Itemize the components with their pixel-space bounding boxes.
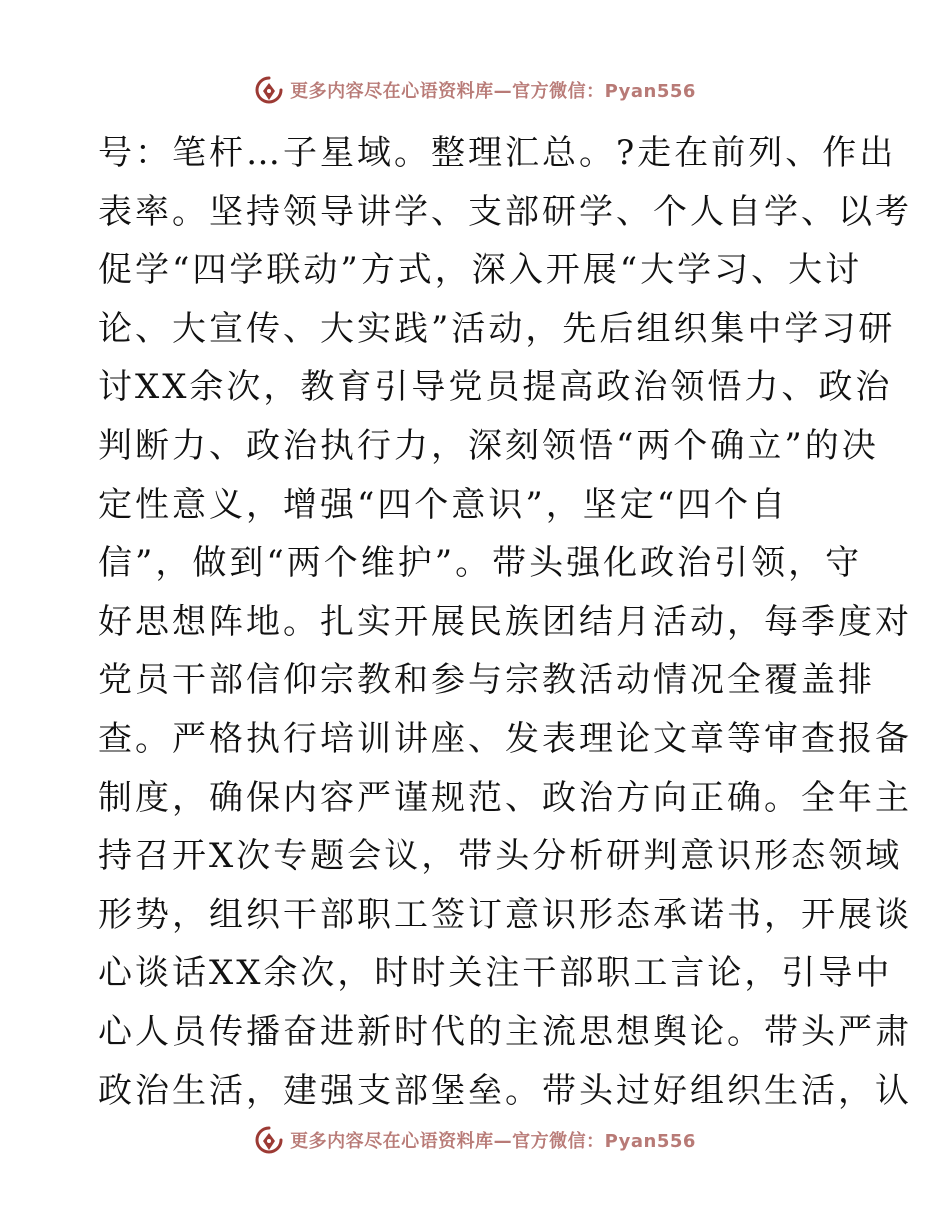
body-line: 持召开X次专题会议，带头分析研判意识形态领域 <box>98 836 903 877</box>
body-line: 党员干部信仰宗教和参与宗教活动情况全覆盖排 <box>98 660 875 701</box>
footer-banner-text: 更多内容尽在心语资料库—官方微信：Pyan556 <box>290 1131 696 1152</box>
body-line: 讨XX余次，教育引导党员提高政治领悟力、政治 <box>98 367 893 408</box>
footer-watermark-banner <box>0 1120 950 1160</box>
body-line: 心人员传播奋进新时代的主流思想舆论。带头严肃 <box>98 1011 912 1052</box>
document-body <box>98 124 912 1120</box>
body-line: 查。严格执行培训讲座、发表理论文章等审查报备 <box>98 718 912 759</box>
body-line: 心谈话XX余次，时时关注干部职工言论，引导中 <box>98 953 893 994</box>
header-banner-text: 更多内容尽在心语资料库—官方微信：Pyan556 <box>290 81 696 102</box>
body-line: 制度，确保内容严谨规范、政治方向正确。全年主 <box>98 777 912 818</box>
body-line: 定性意义，增强“四个意识”，坚定“四个自 <box>98 484 789 525</box>
body-line: 判断力、政治执行力，深刻领悟“两个确立”的决 <box>98 425 879 466</box>
header-watermark-banner <box>0 70 950 110</box>
body-line: 号：笔杆…子星域。整理汇总。?走在前列、作出 <box>98 133 897 173</box>
body-line: 好思想阵地。扎实开展民族团结月活动，每季度对 <box>98 601 912 642</box>
body-line: 表率。坚持领导讲学、支部研学、个人自学、以考 <box>98 191 912 232</box>
body-line: 信”，做到“两个维护”。带头强化政治引领，守 <box>98 543 863 584</box>
body-line: 促学“四学联动”方式，深入开展“大学习、大讨 <box>98 250 863 291</box>
body-line: 论、大宣传、大实践”活动，先后组织集中学习研 <box>98 308 896 349</box>
pen-nib-swirl-icon <box>254 1125 284 1155</box>
pen-nib-swirl-icon <box>254 75 284 105</box>
body-line: 政治生活，建强支部堡垒。带头过好组织生活，认 <box>98 1070 912 1111</box>
body-line: 形势，组织干部职工签订意识形态承诺书，开展谈 <box>98 894 912 935</box>
